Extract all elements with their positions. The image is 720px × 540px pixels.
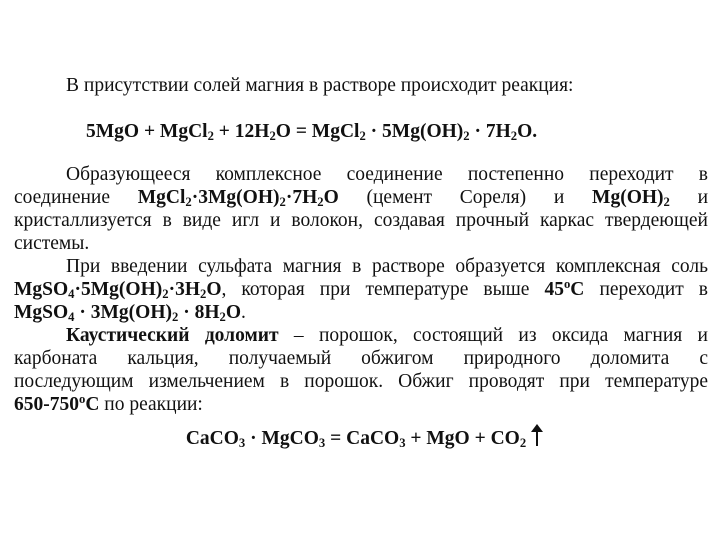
para1-line2 [14,186,708,209]
formula-subscript: 2 [199,287,207,301]
eq-part: O. [517,121,538,142]
eq-part: · 7H [469,121,511,142]
eq-subscript: 2 [463,129,470,143]
formula-subscript: 2 [185,195,192,209]
eq-subscript: 2 [519,436,527,450]
eq-part: CaCO [185,428,239,449]
para1-text: соединение [14,187,111,208]
eq-part: O = MgCl [275,121,360,142]
formula-part: Mg(OH) [592,187,664,208]
formula-part: ·7H [285,187,318,208]
formula-subscript: 4 [68,287,75,301]
temperature-range [14,394,99,415]
document-page [14,74,708,450]
formula-part: MgCl [137,187,186,208]
temperature-value [544,279,584,300]
degree-sign: o [563,277,571,291]
formula-part: O [206,279,222,300]
para1-line4: системы. [14,233,90,254]
degree-sign: o [79,392,86,406]
formula-part: ·3H [168,279,200,300]
temp-number: 45 [544,279,564,300]
eq-subscript: 3 [238,436,246,450]
eq-subscript: 3 [318,436,326,450]
formula-subscript: 2 [279,195,286,209]
eq-subscript: 2 [359,129,366,143]
formula-part: O [323,187,339,208]
eq-subscript: 2 [207,129,214,143]
para3-line4 [14,393,708,416]
formula-part: MgSO [14,302,69,323]
formula-subscript: 2 [219,310,226,324]
formula-subscript: 2 [663,195,670,209]
formula-subscript: 2 [317,195,324,209]
temp-unit: С [570,279,585,300]
para2-line3 [14,301,708,324]
para1-text: и [697,187,709,208]
para1-line3: кристаллизуется в виде игл и волокон, создавая прочный каркас твердеющей [14,210,708,231]
formula-part: MgSO [14,279,69,300]
eq-subscript: 2 [269,129,276,143]
eq-subscript: 2 [510,129,518,143]
para1-line1: Образующееся комплексное соединение постепенно переходит в [66,164,708,185]
para3-line2: карбоната кальция, получаемый обжигом природного доломита с [14,348,708,369]
eq-part: 5MgO + MgCl [86,121,208,142]
formula-magnesium-hydroxide [592,187,670,208]
formula-part: ·3Mg(OH) [191,187,280,208]
temp-number: 650-750 [14,394,79,415]
eq-part: + MgO + CO [405,428,520,449]
eq-part: · MgCO [245,428,319,449]
formula-subscript: 2 [171,310,179,324]
formula-part: · 3Mg(OH) [74,302,172,323]
formula-subscript: 2 [162,287,169,301]
para2-text: , которая при температуре выше [221,279,530,300]
formula-sorel-cement [138,187,339,208]
para3-text: – порошок, состоящий из оксида магния и [278,325,708,346]
up-arrow-icon [530,424,544,446]
formula-part: ·5Mg(OH) [74,279,163,300]
formula-subscript: 4 [68,310,75,324]
eq-part: + 12H [213,121,270,142]
equation-sorel-formation [14,120,708,143]
formula-part: O [225,302,241,323]
para3-line1 [14,324,708,347]
eq-part: · 5Mg(OH) [365,121,464,142]
eq-subscript: 3 [399,436,406,450]
intro-text: В присутствии солей магния в растворе происходит реакция: [66,75,574,96]
temp-unit: С [85,394,100,415]
equation-dolomite-calcination [14,424,708,450]
formula-converted-salt [14,302,241,323]
para2-line1: При введении сульфата магния в растворе образуется комплексная соль [66,256,708,277]
term-caustic-dolomite: Каустический доломит [66,325,279,346]
para3-text: по реакции: [99,394,203,415]
para3-line3: последующим измельчением в порошок. Обжиг проводят при температуре [14,371,708,392]
para2-text: переходит в [599,279,708,300]
para2-text: . [240,302,246,323]
formula-part: · 8H [178,302,220,323]
para2-line2 [14,278,708,301]
para1-text: (цемент Сореля) и [366,187,565,208]
formula-complex-salt [14,279,221,300]
eq-part: = CaCO [325,428,400,449]
